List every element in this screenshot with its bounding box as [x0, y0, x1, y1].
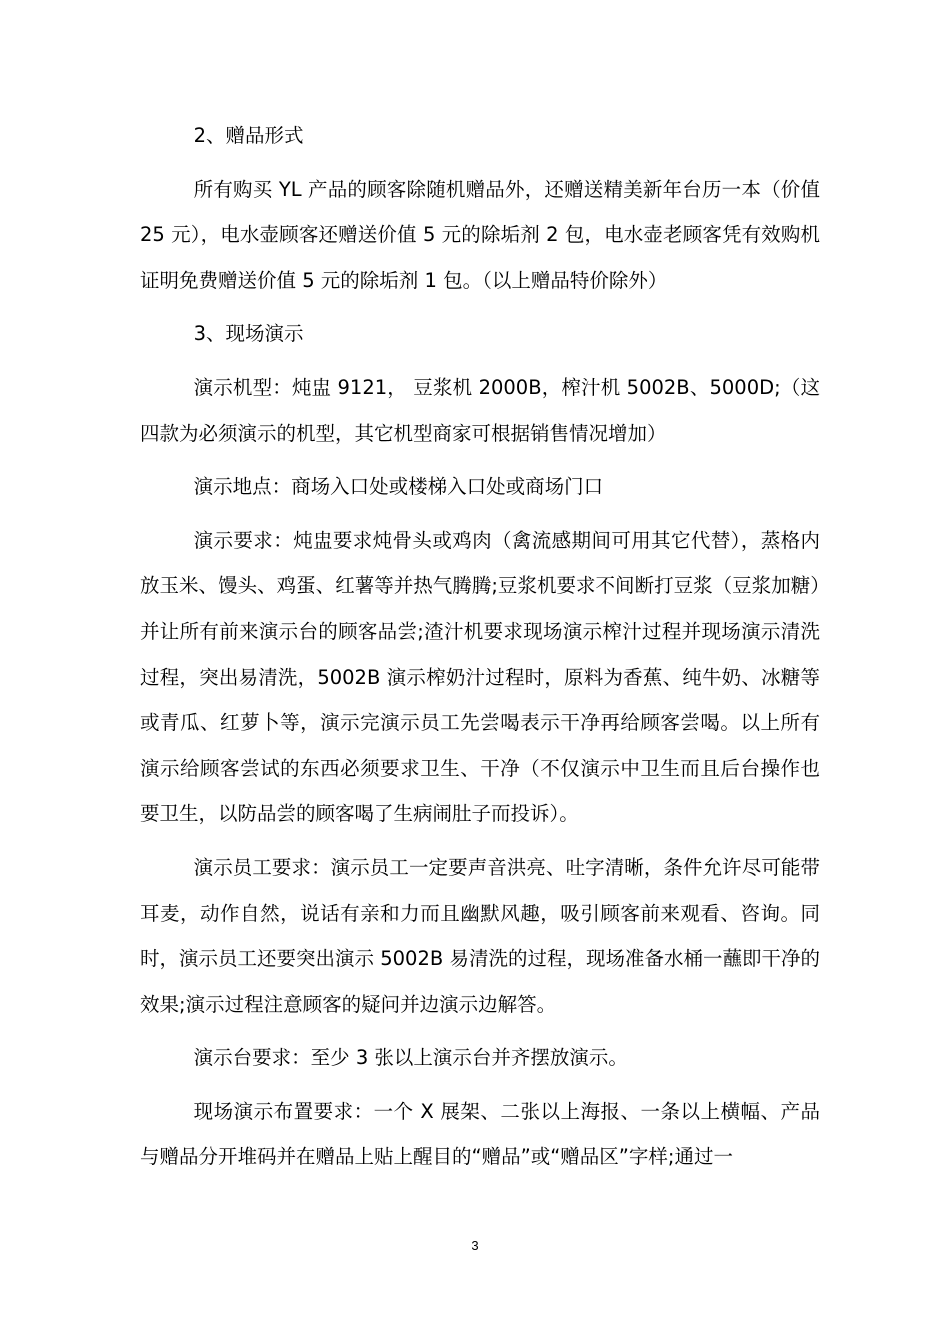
document-body — [140, 113, 820, 1180]
paragraph-demo-models: 演示机型：炖盅 9121， 豆浆机 2000B，榨汁机 5002B、5000D;（这四款为必须演示的机型，其它机型商家可根据销售情况增加） — [140, 375, 820, 445]
section-heading-demo: 3、现场演示 — [193, 322, 304, 346]
paragraph-table-requirements: 演示台要求：至少 3 张以上演示台并齐摆放演示。 — [193, 1046, 628, 1070]
section-heading-gifts: 2、赠品形式 — [193, 124, 304, 147]
paragraph-staff-requirements: 演示员工要求：演示员工一定要声音洪亮、吐字清晰，条件允许尽可能带耳麦，动作自然，说话有亲和力而且幽默风趣，吸引顾客前来观看、咨询。同时，演示员工还要突出演示 5002B 易清洗的过程，现场准备水桶一蘸即干净的效果;演示过程注意顾客的疑问并边演示边解答。 — [140, 855, 820, 1016]
paragraph-gift-details: 所有购买 YL 产品的顾客除随机赠品外，还赠送精美新年台历一本（价值 25 元），电水壶顾客还赠送价值 5 元的除垢剂 2 包，电水壶老顾客凭有效购机证明免费赠送价值 5 元的除垢剂 1 包。（以上赠品特价除外） — [140, 177, 820, 292]
paragraph-layout-requirements: 现场演示布置要求：一个 X 展架、二张以上海报、一条以上横幅、产品与赠品分开堆码并在赠品上贴上醒目的“赠品”或“赠品区”字样;通过一 — [140, 1099, 820, 1169]
paragraph-demo-location: 演示地点：商场入口处或楼梯入口处或商场门口 — [193, 475, 604, 499]
page-number: 3 — [471, 1238, 479, 1253]
paragraph-demo-requirements: 演示要求：炖盅要求炖骨头或鸡肉（禽流感期间可用其它代替），蒸格内放玉米、馒头、鸡蛋、红薯等并热气腾腾;豆浆机要求不间断打豆浆（豆浆加糖）并让所有前来演示台的顾客品尝;渣汁机要求现场演示榨汁过程并现场演示清洗过程，突出易清洗，5002B 演示榨奶汁过程时，原料为香蕉、纯牛奶、冰糖等或青瓜、红萝卜等，演示完演示员工先尝喝表示干净再给顾客尝喝。以上所有演示给顾客尝试的东西必须要求卫生、干净（不仅演示中卫生而且后台操作也要卫生，以防品尝的顾客喝了生病闹肚子而投诉）。 — [140, 528, 820, 826]
